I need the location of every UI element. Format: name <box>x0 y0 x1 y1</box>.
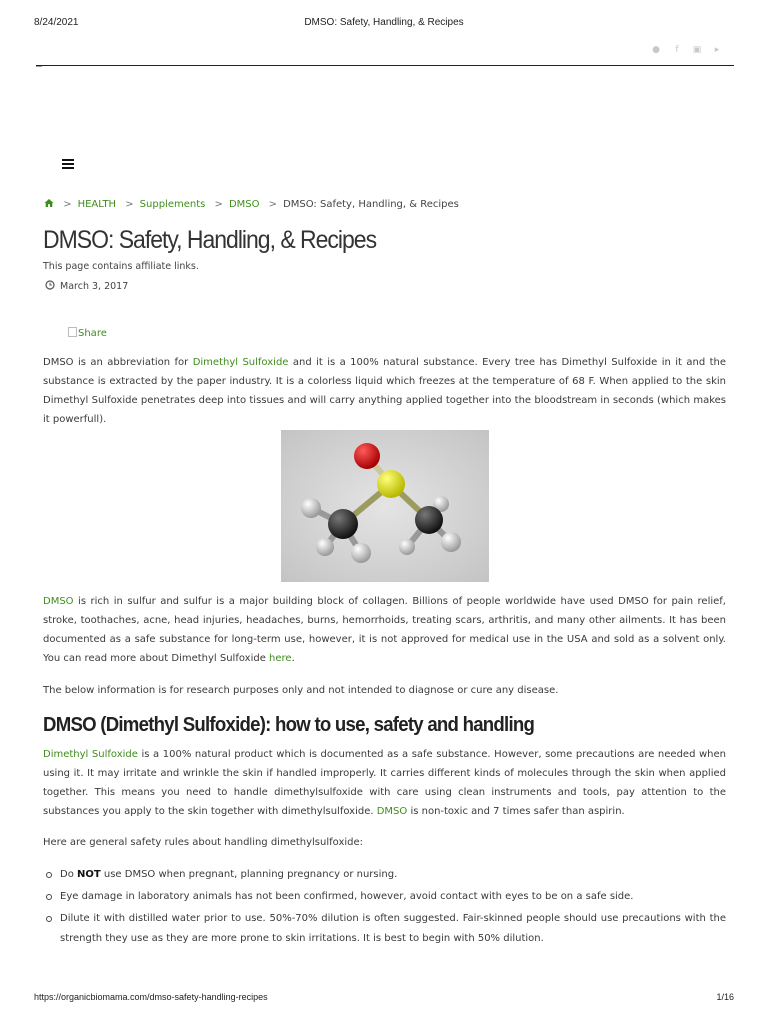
print-date: 8/24/2021 <box>34 17 79 28</box>
dimethyl-sulfoxide-link[interactable]: Dimethyl Sulfoxide <box>43 749 138 760</box>
pinterest-icon[interactable]: ● <box>652 45 660 55</box>
youtube-icon[interactable]: ▸ <box>714 45 720 55</box>
text: and it is a 100% natural substance. Every tree has Dimethyl Sulfoxide in it and the substance is extracted by the paper industry. It is a colorless liquid which freezes at the temperature of 68 F. When applied to the skin Dimethyl Sulfoxide penetrates deep into tissues and will carry anything applied together into the bloodstream in seconds (which makes it powerfull). <box>43 357 727 425</box>
page-title: DMSO: Safety, Handling, & Recipes <box>43 226 377 254</box>
here-link[interactable]: here <box>269 653 292 664</box>
text: is a 100% natural product which is documented as a safe substance. However, some precautions are needed when using it. It may irritate and wrinkle the skin if handled improperly. It carries different kinds of molecules through the skin when applied together. This means you need to handle dimethylsulfoxide with care using clean instruments and tools, pay attention to the substances you apply to the skin together with dimethylsulfoxide. <box>43 749 727 817</box>
text: is rich in sulfur and sulfur is a major building block of collagen. Billions of people worldwide have used DMSO for pain relief, stroke, toothaches, acne, head injuries, headaches, burns, hemorrhoids, treating scars, arthritis, and many other ailments. It has been documented as a safe substance for long-term use, however, it is not approved for medical use in the USA and sold as a solvent only. You can read more about Dimethyl Sulfoxide <box>43 596 726 664</box>
instagram-icon[interactable]: ▣ <box>692 45 702 55</box>
home-icon[interactable] <box>44 198 54 208</box>
menu-icon[interactable] <box>62 157 76 171</box>
print-header <box>34 17 734 31</box>
dmso-link[interactable]: DMSO <box>376 806 408 817</box>
sulfur-paragraph <box>43 592 726 668</box>
broken-image-icon <box>68 327 77 337</box>
breadcrumb-health[interactable]: HEALTH <box>77 199 117 210</box>
breadcrumb-separator: > <box>214 199 223 210</box>
clock-icon <box>45 280 55 290</box>
affiliate-note: This page contains affiliate links. <box>43 261 199 272</box>
text: is non-toxic and 7 times safer than aspirin. <box>407 806 625 817</box>
section-heading: DMSO (Dimethyl Sulfoxide): how to use, safety and handling <box>43 714 535 736</box>
share-button[interactable] <box>68 327 107 339</box>
print-page-number: 1/16 <box>716 992 734 1002</box>
share-label: Share <box>78 328 107 339</box>
safety-rules-list <box>43 865 726 951</box>
print-url: https://organicbiomama.com/dmso-safety-handling-recipes <box>34 992 268 1002</box>
usage-paragraph <box>43 745 726 821</box>
breadcrumb <box>44 198 459 212</box>
dimethyl-sulfoxide-link[interactable]: Dimethyl Sulfoxide <box>192 357 289 368</box>
disclaimer-paragraph: The below information is for research purposes only and not intended to diagnose or cure any disease. <box>43 685 559 696</box>
intro-paragraph <box>43 353 726 429</box>
list-item <box>43 865 726 885</box>
dmso-link[interactable]: DMSO <box>43 596 74 607</box>
facebook-icon[interactable]: f <box>675 45 679 55</box>
rules-intro: Here are general safety rules about handling dimethylsulfoxide: <box>43 837 364 848</box>
print-title: DMSO: Safety, Handling, & Recipes <box>304 17 464 28</box>
post-date <box>45 280 128 292</box>
breadcrumb-separator: > <box>268 199 278 210</box>
list-item <box>43 909 726 949</box>
breadcrumb-supplements[interactable]: Supplements <box>139 199 206 210</box>
breadcrumb-separator: > <box>63 199 72 210</box>
text: DMSO is an abbreviation for <box>43 357 193 368</box>
dmso-molecule-image <box>281 430 489 582</box>
text: Eye damage in laboratory animals has not been confirmed, however, avoid contact with eyes to be on a safe side. <box>60 891 634 902</box>
breadcrumb-current: DMSO: Safety, Handling, & Recipes <box>283 199 459 210</box>
header-divider <box>36 65 734 66</box>
breadcrumb-dmso[interactable]: DMSO <box>228 199 260 210</box>
breadcrumb-separator: > <box>125 199 134 210</box>
text: Do <box>60 869 77 880</box>
print-footer <box>34 992 734 1006</box>
text: use DMSO when pregnant, planning pregnancy or nursing. <box>100 869 398 880</box>
post-date-text: March 3, 2017 <box>60 281 129 292</box>
emphasis: NOT <box>77 869 101 880</box>
list-item <box>43 887 726 907</box>
text: Dilute it with distilled water prior to use. 50%-70% dilution is often suggested. Fair-skinned people should use precautions with the strength they use as they are more prone to skin irritations. It is best to begin with 50% dilution. <box>60 913 726 944</box>
text: . <box>291 653 295 664</box>
